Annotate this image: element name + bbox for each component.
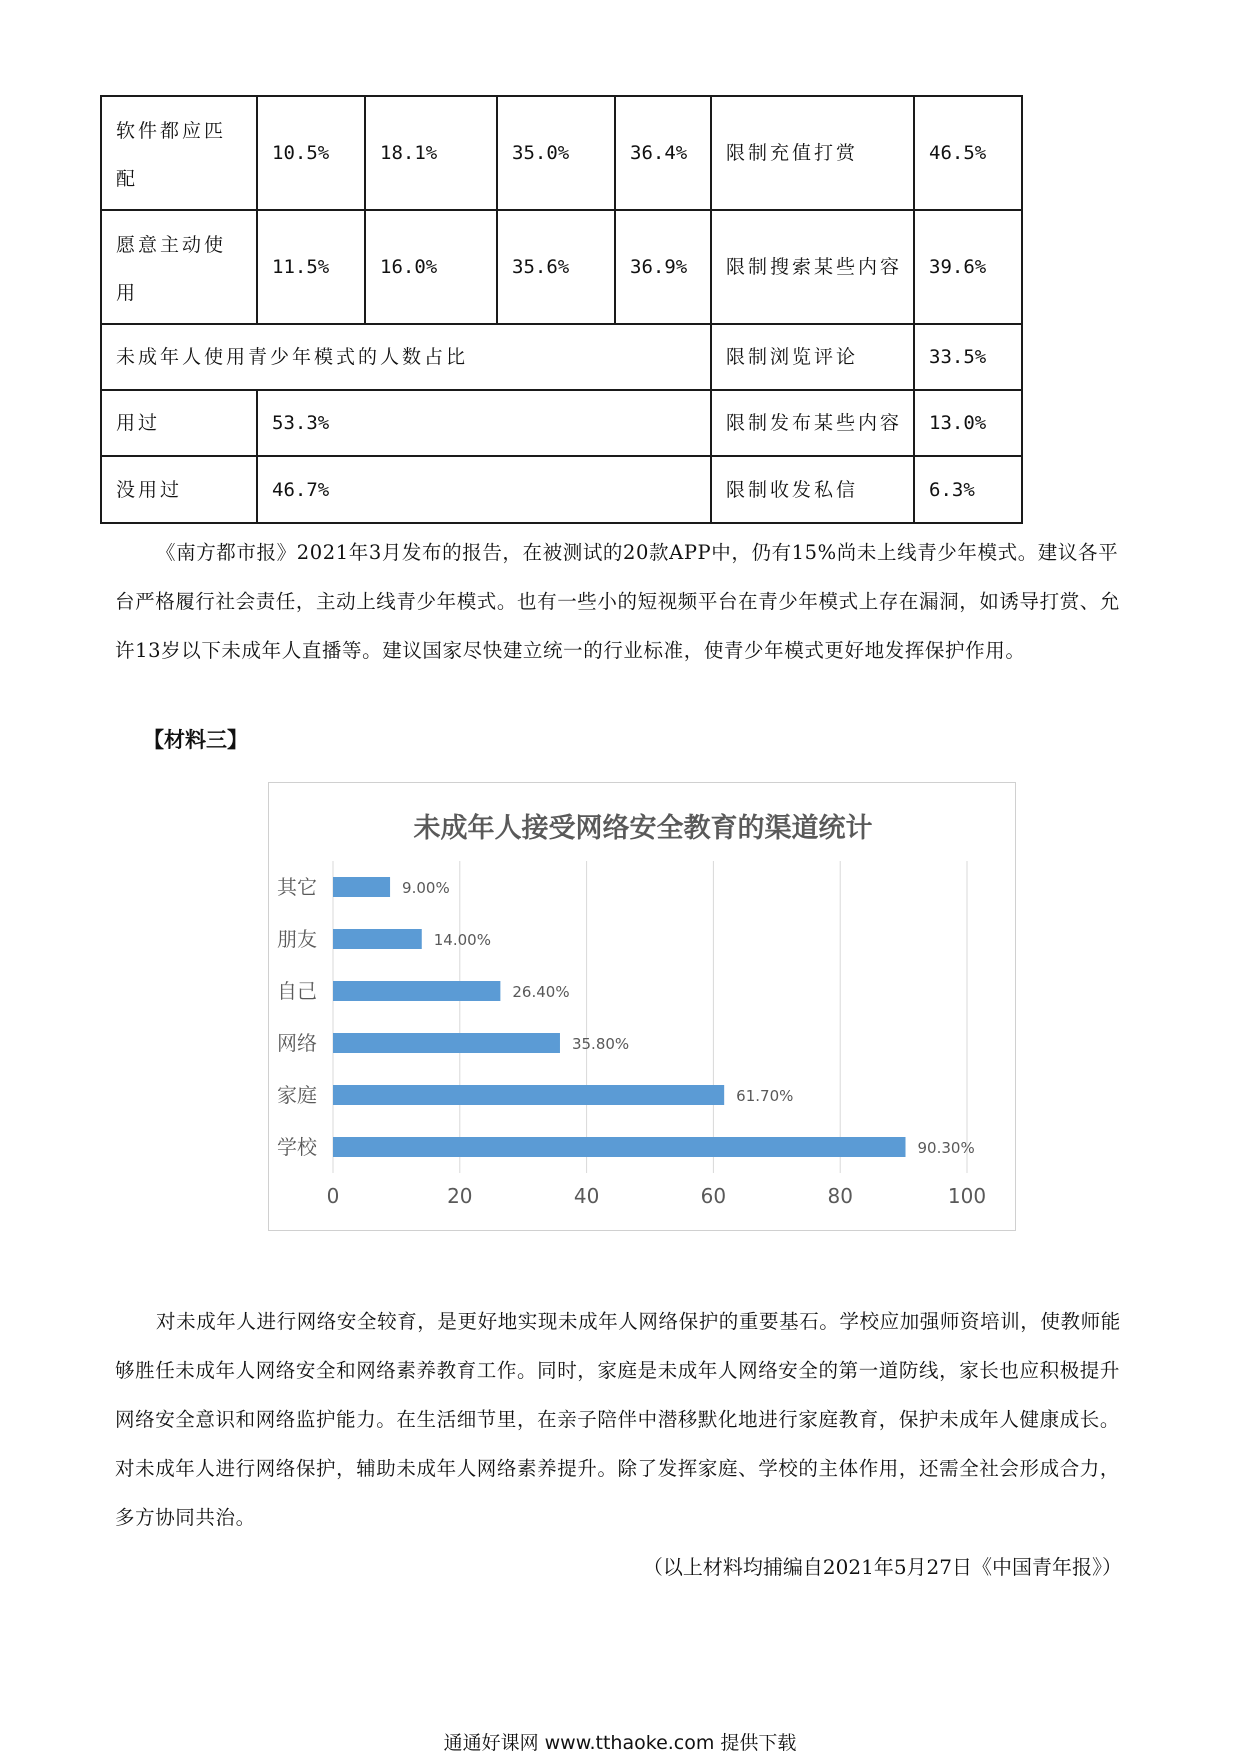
table-section-header: 未成年人使用青少年模式的人数占比 xyxy=(100,323,712,391)
table-cell: 软件都应匹配 xyxy=(100,95,258,211)
category-label: 其它 xyxy=(277,875,317,899)
category-label: 学校 xyxy=(277,1135,317,1159)
table-cell: 没用过 xyxy=(100,455,258,524)
table-cell: 16.0% xyxy=(364,209,498,325)
table-cell: 46.7% xyxy=(256,455,712,524)
bar-chart xyxy=(268,782,1016,1231)
table-cell: 35.0% xyxy=(496,95,616,211)
table-cell: 限制浏览评论 xyxy=(710,323,915,391)
table-cell: 愿意主动使用 xyxy=(100,209,258,325)
category-label: 朋友 xyxy=(277,927,317,951)
page-footer: 通通好课网 www.tthaoke.com 提供下载 xyxy=(443,1732,797,1754)
table-cell: 13.0% xyxy=(913,389,1023,457)
table-cell: 18.1% xyxy=(364,95,498,211)
category-label: 自己 xyxy=(277,979,317,1003)
table-cell: 36.9% xyxy=(614,209,712,325)
table-cell: 限制充值打赏 xyxy=(710,95,915,211)
table-cell: 6.3% xyxy=(913,455,1023,524)
data-label: 26.40% xyxy=(512,983,570,1001)
material-three-heading: 【材料三】 xyxy=(143,727,248,752)
bar xyxy=(333,1137,906,1157)
data-label: 14.00% xyxy=(433,931,491,949)
table-cell: 用过 xyxy=(100,389,258,457)
x-tick-label: 0 xyxy=(326,1184,340,1208)
data-label: 35.80% xyxy=(571,1035,630,1053)
table-cell: 53.3% xyxy=(256,389,712,457)
table-cell: 36.4% xyxy=(614,95,712,211)
data-label: 9.00% xyxy=(402,879,450,897)
bar xyxy=(333,877,390,897)
table-cell: 33.5% xyxy=(913,323,1023,391)
x-tick-label: 100 xyxy=(947,1184,987,1208)
bar xyxy=(333,1085,724,1105)
table-cell: 限制收发私信 xyxy=(710,455,915,524)
x-tick-label: 20 xyxy=(447,1184,473,1208)
paragraph-conclusion: 对未成年人进行网络安全较育，是更好地实现未成年人网络保护的重要基石。学校应加强师资培训，使教师能够胜任未成年人网络安全和网络素养教育工作。同时，家庭是未成年人网络安全的第一道防线，家长也应积极提升网络安全意识和网络监护能力。在生活细节里，在亲子陪伴中潜移默化地进行家庭教育，保护未成年人健康成长。对未成年人进行网络保护，辅助未成年人网络素养提升。除了发挥家庭、学校的主体作用，还需全社会形成合力，多方协同共治。 xyxy=(115,1310,1121,1529)
x-tick-label: 60 xyxy=(700,1184,727,1208)
table-cell: 11.5% xyxy=(256,209,366,325)
survey-table xyxy=(100,95,1023,524)
data-label: 90.30% xyxy=(917,1139,975,1157)
chart-title: 未成年人接受网络安全教育的渠道统计 xyxy=(413,813,873,844)
chart-svg xyxy=(269,783,1017,1232)
category-label: 家庭 xyxy=(277,1083,317,1107)
bar xyxy=(333,1033,560,1053)
table-cell: 限制搜索某些内容 xyxy=(710,209,915,325)
table-cell: 35.6% xyxy=(496,209,616,325)
table-cell: 10.5% xyxy=(256,95,366,211)
x-tick-label: 40 xyxy=(573,1184,600,1208)
source-note: （以上材料均捕编自2021年5月27日《中国青年报》） xyxy=(642,1555,1122,1579)
x-tick-label: 80 xyxy=(827,1184,853,1208)
bar xyxy=(333,929,422,949)
table-cell: 46.5% xyxy=(913,95,1023,211)
table-cell: 39.6% xyxy=(913,209,1023,325)
bar xyxy=(333,981,500,1001)
data-label: 61.70% xyxy=(736,1087,794,1105)
table-cell: 限制发布某些内容 xyxy=(710,389,915,457)
paragraph-report: 《南方都市报》2021年3月发布的报告，在被测试的20款APP中，仍有15%尚未上线青少年模式。建议各平台严格履行社会责任，主动上线青少年模式。也有一些小的短视频平台在青少年模式上存在漏洞，如诱导打赏、允许13岁以下未成年人直播等。建议国家尽快建立统一的行业标准，使青少年模式更好地发挥保护作用。 xyxy=(115,541,1121,662)
category-label: 网络 xyxy=(277,1031,317,1055)
